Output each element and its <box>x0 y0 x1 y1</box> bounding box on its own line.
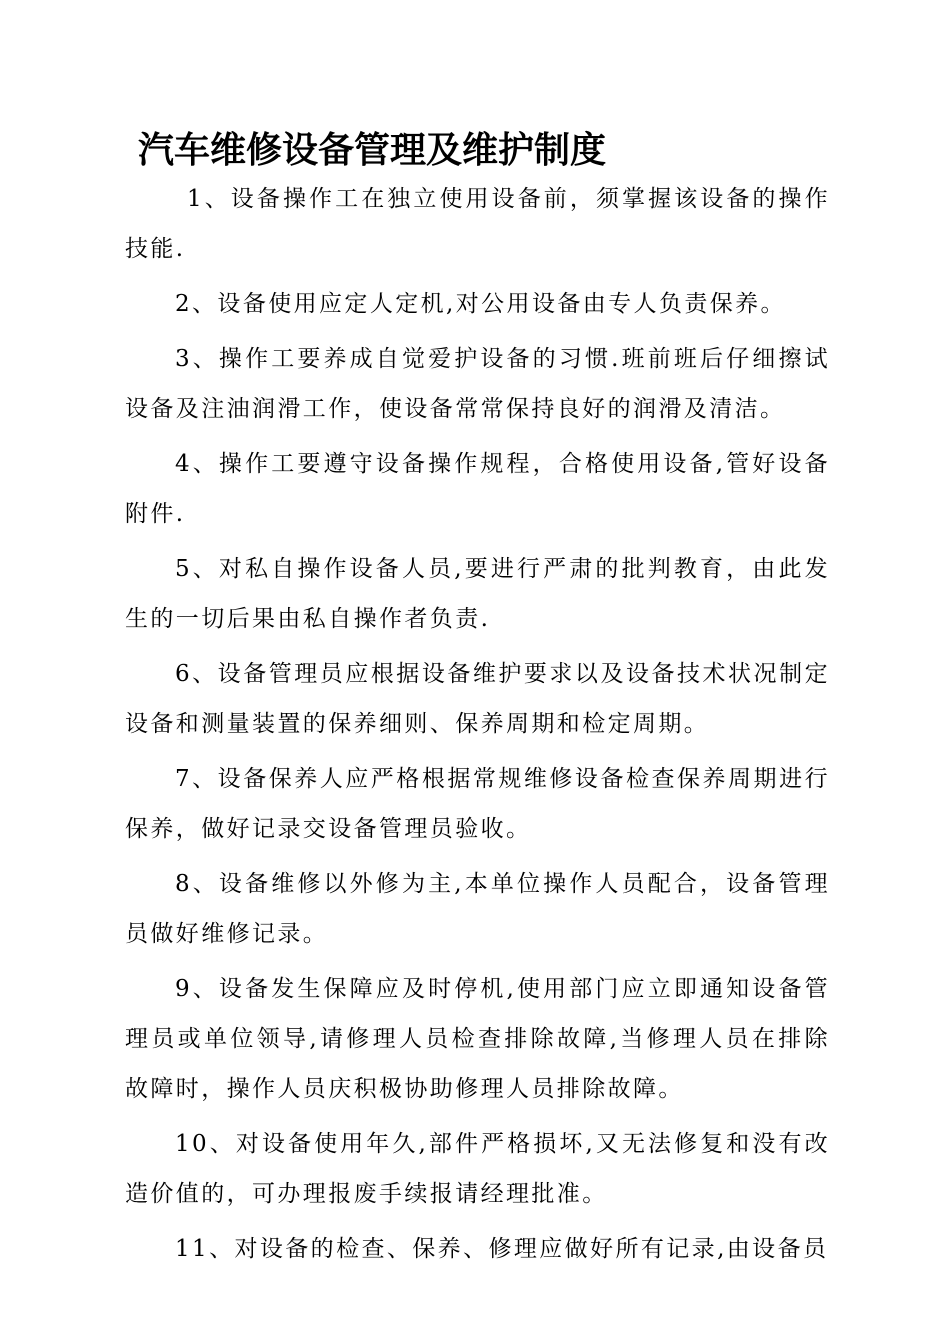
paragraph-4: 4、操作工要遵守设备操作规程，合格使用设备,管好设备附件. <box>125 451 830 527</box>
paragraph-3: 3、操作工要养成自觉爱护设备的习惯.班前班后仔细擦试设备及注油润滑工作，使设备常常保持良好的润滑及清洁。 <box>125 346 830 422</box>
paragraph-7: 7、设备保养人应严格根据常规维修设备检查保养周期进行保养，做好记录交设备管理员验收。 <box>125 766 830 842</box>
document-title: 汽车维修设备管理及维护制度 <box>138 130 607 171</box>
paragraph-11: 11、对设备的检查、保养、修理应做好所有记录,由设备员 <box>175 1236 829 1262</box>
document-body <box>125 174 830 1279</box>
paragraph-5: 5、对私自操作设备人员,要进行严肃的批判教育，由此发生的一切后果由私自操作者负责. <box>125 556 830 632</box>
paragraph-8: 8、设备维修以外修为主,本单位操作人员配合，设备管理员做好维修记录。 <box>125 871 830 947</box>
paragraph-2: 2、设备使用应定人定机,对公用设备由专人负责保养。 <box>175 291 786 317</box>
paragraph-10: 10、对设备使用年久,部件严格损坏,又无法修复和没有改造价值的，可办理报废手续报请经理批准。 <box>125 1131 830 1207</box>
paragraph-1: 1、设备操作工在独立使用设备前，须掌握该设备的操作技能. <box>125 186 830 262</box>
paragraph-9: 9、设备发生保障应及时停机,使用部门应立即通知设备管理员或单位领导,请修理人员检查排除故障,当修理人员在排除故障时，操作人员庆积极协助修理人员排除故障。 <box>125 976 830 1102</box>
paragraph-6: 6、设备管理员应根据设备维护要求以及设备技术状况制定设备和测量装置的保养细则、保养周期和检定周期。 <box>125 661 830 737</box>
